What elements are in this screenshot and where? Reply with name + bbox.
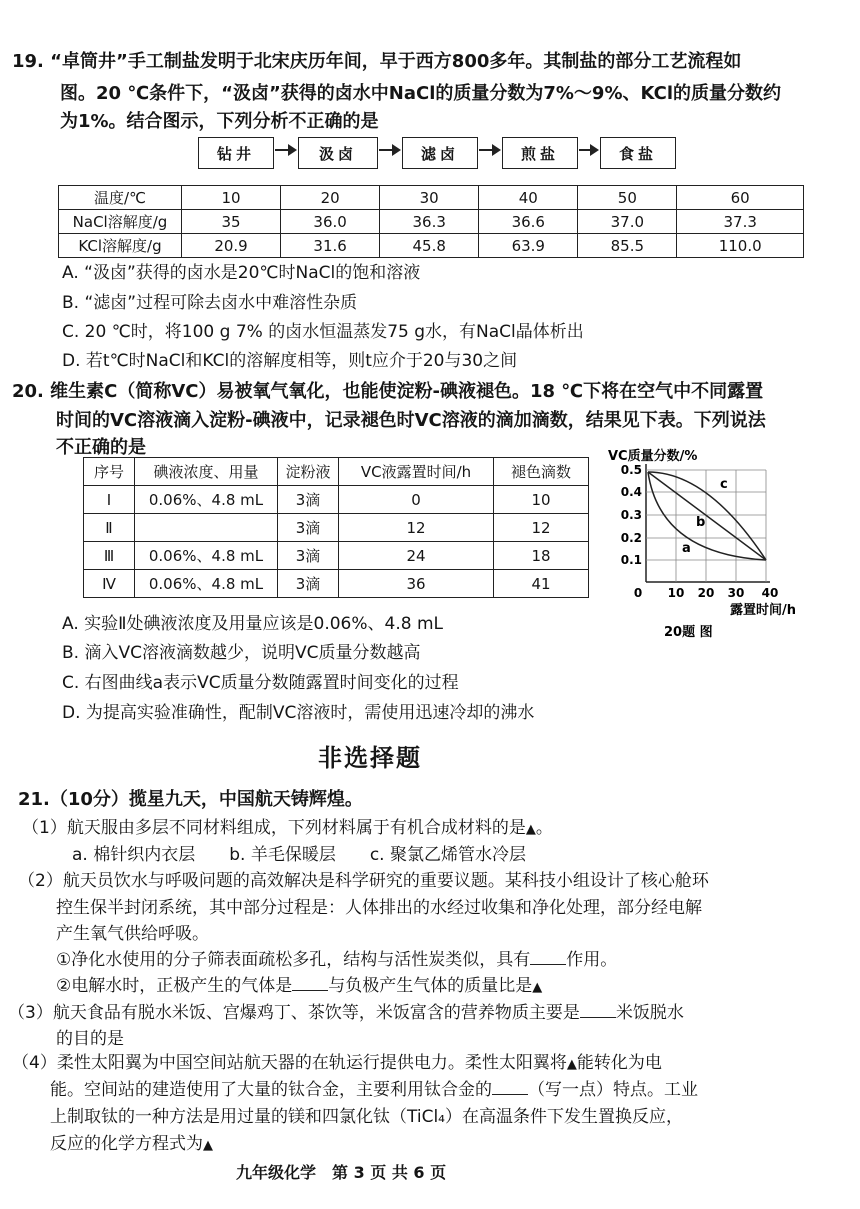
table-cell: 0 [339, 486, 494, 514]
period: 。 [535, 818, 553, 838]
q20-stem-line3: 不正确的是 [56, 437, 146, 458]
x-tick-label: 20 [697, 586, 715, 600]
q19-option-c: C. 20 ℃时，将100 g 7% 的卤水恒温蒸发75 g水，有NaCl晶体析出 [62, 322, 584, 342]
table-cell: Ⅲ [84, 542, 135, 570]
y-tick-label: 0.4 [620, 485, 642, 499]
flow-step-3: 滤卤 [402, 137, 478, 169]
page-footer: 九年级化学 第 3 页 共 6 页 [236, 1163, 447, 1182]
table-cell: 10 [182, 186, 281, 210]
table-cell: 20 [281, 186, 380, 210]
y-tick-label: 0.1 [620, 553, 642, 567]
flow-arrow [275, 149, 295, 151]
table-cell: NaCl溶解度/g [59, 210, 182, 234]
q21-part2-item1-text: ①净化水使用的分子筛表面疏松多孔，结构与活性炭类似，具有 [56, 950, 531, 970]
answer-blank[interactable] [292, 974, 328, 991]
q21-part1 [22, 814, 553, 844]
table-header-row [59, 186, 804, 210]
table-cell: 40 [479, 186, 578, 210]
table-cell: 0.06%、4.8 mL [135, 486, 278, 514]
q21-part2-item2 [56, 972, 542, 1002]
q19-stem-line1: 19. “卓筒井”手工制盐发明于北宋庆历年间，早于西方800多年。其制盐的部分工艺流程如 [12, 51, 742, 72]
table-cell: 110.0 [677, 234, 804, 258]
q21-part2-line2: 控生保半封闭系统，其中部分过程是：人体排出的水经过收集和净化处理，部分经电解 [56, 898, 702, 918]
curve-label-c: c [720, 477, 728, 492]
q21-part2-item1 [56, 946, 617, 974]
table-cell: 85.5 [578, 234, 677, 258]
chart-xlabel: 露置时间/h [730, 603, 797, 618]
q21-part4-line2-text: 能。空间站的建造使用了大量的钛合金，主要利用钛合金的 [50, 1080, 492, 1100]
table-cell: KCl溶解度/g [59, 234, 182, 258]
table-cell: 18 [494, 542, 589, 570]
q21-part4-text: （4）柔性太阳翼为中国空间站航天器的在轨运行提供电力。柔性太阳翼将 [12, 1053, 567, 1073]
q21-part4-line3: 上制取钛的一种方法是用过量的镁和四氯化钛（TiCl₄）在高温条件下发生置换反应， [50, 1107, 683, 1127]
answer-blank[interactable] [530, 948, 566, 965]
flow-arrow [379, 149, 399, 151]
x-tick-label: 0 [633, 586, 643, 600]
q21-part2-item2-text: ②电解水时，正极产生的气体是 [56, 976, 293, 996]
q20-option-a: A. 实验Ⅱ处碘液浓度及用量应该是0.06%、4.8 mL [62, 614, 443, 634]
table-row [84, 486, 589, 514]
table-cell: 12 [339, 514, 494, 542]
table-cell: 3滴 [278, 514, 339, 542]
q20-option-c: C. 右图曲线a表示VC质量分数随露置时间变化的过程 [62, 673, 459, 693]
flow-step-1: 钻井 [198, 137, 274, 169]
q19-option-d: D. 若t℃时NaCl和KCl的溶解度相等，则t应介于20与30之间 [62, 351, 518, 371]
table-cell: 0.06%、4.8 mL [135, 542, 278, 570]
table-cell: Ⅳ [84, 570, 135, 598]
table-cell: 60 [677, 186, 804, 210]
answer-blank[interactable] [580, 1001, 616, 1018]
q19-option-a: A. “汲卤”获得的卤水是20℃时NaCl的饱和溶液 [62, 263, 421, 283]
x-tick-label: 40 [761, 586, 779, 600]
x-tick-label: 30 [727, 586, 745, 600]
table-cell: 24 [339, 542, 494, 570]
table-row [59, 210, 804, 234]
table-cell: 温度/℃ [59, 186, 182, 210]
q20-option-d: D. 为提高实验准确性，配制VC溶液时，需使用迅速冷却的沸水 [62, 703, 535, 723]
y-tick-label: 0.5 [620, 463, 642, 477]
answer-blank[interactable]: ▲ [532, 980, 543, 995]
q21-part4-line4-text: 反应的化学方程式为 [50, 1134, 203, 1154]
table-cell: 0.06%、4.8 mL [135, 570, 278, 598]
table-cell [135, 514, 278, 542]
section-title: 非选择题 [318, 744, 422, 772]
q19-option-b: B. “滤卤”过程可除去卤水中难溶性杂质 [62, 293, 358, 313]
q21-part2-item1-tail: 作用。 [566, 950, 618, 970]
flow-arrow [479, 149, 499, 151]
table-cell: 3滴 [278, 542, 339, 570]
q19-stem-line3: 为1%。结合图示，下列分析不正确的是 [60, 111, 379, 132]
flow-step-4: 煎盐 [502, 137, 578, 169]
table-cell: 36.6 [479, 210, 578, 234]
q21-part4-line4 [50, 1130, 213, 1160]
table-cell: 36 [339, 570, 494, 598]
table-cell: 碘液浓度、用量 [135, 458, 278, 486]
q21-part1-text: （1）航天服由多层不同材料组成，下列材料属于有机合成材料的是 [22, 818, 526, 838]
table-cell: 10 [494, 486, 589, 514]
table-cell: Ⅱ [84, 514, 135, 542]
q20-stem-line2: 时间的VC溶液滴入淀粉-碘液中，记录褪色时VC溶液的滴加滴数，结果见下表。下列说法 [56, 410, 766, 431]
q19-stem-line2: 图。20 ℃条件下，“汲卤”获得的卤水中NaCl的质量分数为7%～9%、KCl的质量分数约 [60, 83, 781, 104]
q21-part3-text: （3）航天食品有脱水米饭、宫爆鸡丁、茶饮等，米饭富含的营养物质主要是 [8, 1003, 580, 1023]
q21-part4-line2 [50, 1076, 698, 1104]
table-cell: 41 [494, 570, 589, 598]
table-cell: 序号 [84, 458, 135, 486]
answer-blank[interactable]: ▲ [525, 822, 536, 837]
table-cell: 37.0 [578, 210, 677, 234]
q21-part3-tail: 米饭脱水 [615, 1003, 684, 1023]
table-cell: 36.3 [380, 210, 479, 234]
table-row [84, 570, 589, 598]
curve-label-b: b [696, 515, 706, 530]
table-cell: 20.9 [182, 234, 281, 258]
table-row [84, 514, 589, 542]
answer-blank[interactable] [492, 1078, 528, 1095]
q21-part2-item2-tail: 与负极产生气体的质量比是 [328, 976, 533, 996]
vc-experiment-table [83, 457, 589, 598]
table-cell: 35 [182, 210, 281, 234]
table-cell: 36.0 [281, 210, 380, 234]
x-tick-label: 10 [667, 586, 685, 600]
table-cell: 45.8 [380, 234, 479, 258]
table-cell: 37.3 [677, 210, 804, 234]
flow-step-2: 汲卤 [298, 137, 378, 169]
chart-ylabel: VC质量分数/% [608, 449, 698, 464]
table-cell: 3滴 [278, 570, 339, 598]
table-header-row [84, 458, 589, 486]
table-cell: 30 [380, 186, 479, 210]
flow-arrow [579, 149, 597, 151]
q21-part2-line1: （2）航天员饮水与呼吸问题的高效解决是科学研究的重要议题。某科技小组设计了核心舱环 [18, 871, 709, 891]
table-cell: 12 [494, 514, 589, 542]
table-cell: 3滴 [278, 486, 339, 514]
y-tick-label: 0.2 [620, 531, 642, 545]
q21-title: 21.（10分）揽星九天，中国航天铸辉煌。 [18, 789, 363, 810]
vc-fraction-chart [598, 442, 838, 642]
q21-part4-line1 [12, 1049, 662, 1079]
table-cell: 50 [578, 186, 677, 210]
table-cell: 淀粉液 [278, 458, 339, 486]
table-row [59, 234, 804, 258]
q20-option-b: B. 滴入VC溶液滴数越少，说明VC质量分数越高 [62, 643, 421, 663]
y-tick-label: 0.3 [620, 508, 642, 522]
answer-blank[interactable]: ▲ [203, 1138, 213, 1153]
answer-blank[interactable]: ▲ [566, 1057, 577, 1072]
solubility-table [58, 185, 804, 258]
table-cell: VC液露置时间/h [339, 458, 494, 486]
flow-step-5: 食盐 [600, 137, 676, 169]
table-cell: 31.6 [281, 234, 380, 258]
q21-part4-tail: 能转化为电 [576, 1053, 662, 1073]
table-cell: 63.9 [479, 234, 578, 258]
q21-part3-line1 [8, 999, 684, 1027]
q21-part4-line2-tail: （写一点）特点。工业 [528, 1080, 698, 1100]
table-row [84, 542, 589, 570]
q21-part1-options: a. 棉针织内衣层 b. 羊毛保暖层 c. 聚氯乙烯管水冷层 [72, 845, 526, 865]
q21-part3-line2: 的目的是 [56, 1029, 124, 1049]
table-cell: Ⅰ [84, 486, 135, 514]
chart-caption: 20题 图 [664, 625, 713, 640]
table-cell: 褪色滴数 [494, 458, 589, 486]
q20-stem-line1: 20. 维生素C（简称VC）易被氧气氧化，也能使淀粉-碘液褪色。18 ℃下将在空气中不同露置 [12, 381, 764, 402]
curve-label-a: a [682, 541, 691, 556]
q21-part2-line3: 产生氧气供给呼吸。 [56, 924, 209, 944]
